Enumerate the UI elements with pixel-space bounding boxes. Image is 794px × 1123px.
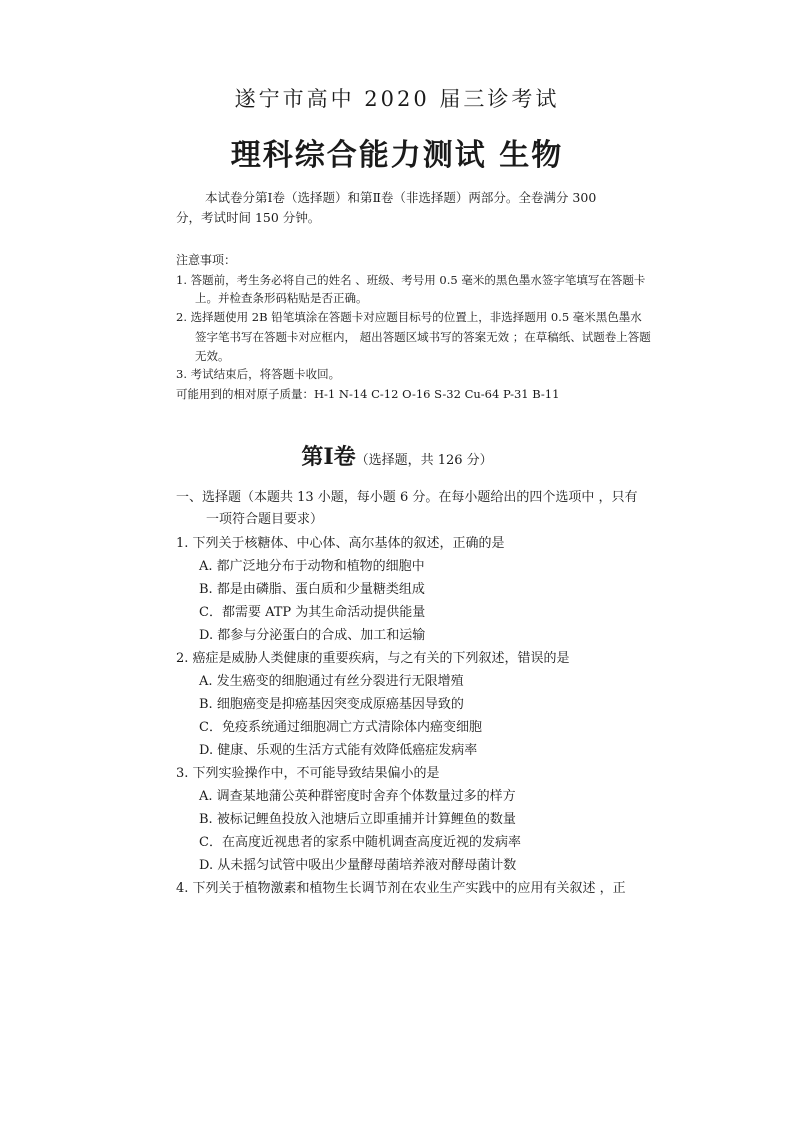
- question-option: C．免疫系统通过细胞凋亡方式清除体内癌变细胞: [199, 720, 482, 735]
- subject-title: 理科综合能力测试 生物: [230, 138, 564, 173]
- note-item: 2. 选择题使用 2B 铅笔填涂在答题卡对应题目标号的位置上，非选择题用 0.5 毫米黑色墨水: [176, 310, 642, 324]
- question-option: C．在高度近视患者的家系中随机调查高度近视的发病率: [199, 835, 521, 850]
- atomic-masses: 可能用到的相对原子质量：H-1 N-14 C-12 O-16 S-32 Cu-64 P-31 B-11: [176, 387, 560, 401]
- section-instructions: 一、选择题（本题共 13 小题，每小题 6 分。在每小题给出的四个选项中 ，只有: [176, 490, 638, 505]
- question-stem: 1. 下列关于核糖体、中心体、高尔基体的叙述，正确的是: [176, 536, 505, 551]
- note-item: 上。并检查条形码粘贴是否正确。: [195, 291, 368, 305]
- part-heading: [0, 440, 794, 471]
- question-option: D. 健康、乐观的生活方式能有效降低癌症发病率: [199, 743, 478, 758]
- intro-line-2: 分，考试时间 150 分钟。: [176, 210, 321, 225]
- question-option: B. 被标记鲤鱼投放入池塘后立即重捕并计算鲤鱼的数量: [199, 812, 516, 827]
- question-option: A. 都广泛地分布于动物和植物的细胞中: [199, 559, 425, 574]
- note-item: 3. 考试结束后，将答题卡收回。: [176, 367, 341, 381]
- question-option: B. 细胞癌变是抑癌基因突变成原癌基因导致的: [199, 697, 464, 712]
- question-option: D. 从未摇匀试管中吸出少量酵母菌培养液对酵母菌计数: [199, 858, 517, 873]
- notes-title: 注意事项：: [176, 253, 237, 267]
- question-stem: 3. 下列实验操作中，不可能导致结果偏小的是: [176, 766, 440, 781]
- part-subtitle: （选择题，共 126 分）: [355, 453, 493, 468]
- question-option: B. 都是由磷脂、蛋白质和少量糖类组成: [199, 582, 425, 597]
- part-title: 第Ⅰ卷: [301, 444, 356, 470]
- question-option: C．都需要 ATP 为其生命活动提供能量: [199, 605, 426, 620]
- question-option: A. 发生癌变的细胞通过有丝分裂进行无限增殖: [199, 674, 464, 689]
- exam-title: 遂宁市高中 2020 届三诊考试: [234, 87, 560, 111]
- question-stem: 2. 癌症是威胁人类健康的重要疾病，与之有关的下列叙述，错误的是: [176, 651, 570, 666]
- intro-line-1: 本试卷分第Ⅰ卷（选择题）和第Ⅱ卷（非选择题）两部分。全卷满分 300: [205, 190, 597, 205]
- question-option: A. 调查某地蒲公英种群密度时舍弃个体数量过多的样方: [199, 789, 516, 804]
- note-item: 签字笔书写在答题卡对应框内， 超出答题区域书写的答案无效 ；在草稿纸、试题卷上答题: [195, 330, 651, 344]
- note-item: 1. 答题前，考生务必将自己的姓名 、班级、考号用 0.5 毫米的黑色墨水签字笔填写在答题卡: [176, 273, 646, 287]
- section-instructions-cont: 一项符合题目要求）: [206, 512, 324, 527]
- note-item: 无效。: [195, 349, 230, 363]
- question-option: D. 都参与分泌蛋白的合成、加工和运输: [199, 628, 426, 643]
- question-stem: 4. 下列关于植物激素和植物生长调节剂在农业生产实践中的应用有关叙述 ，正: [176, 881, 626, 896]
